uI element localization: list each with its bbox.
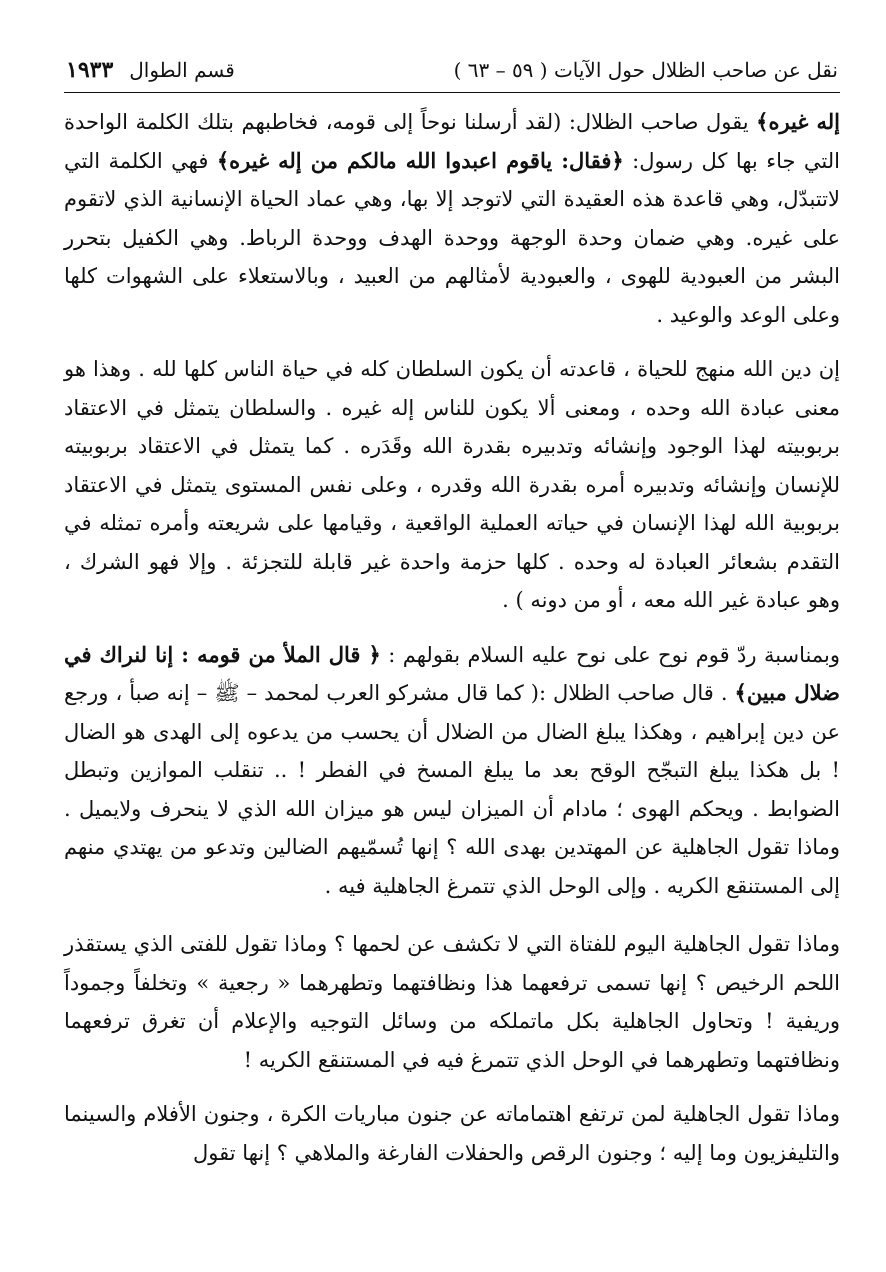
running-header [64, 52, 840, 92]
paragraph-gap [64, 334, 840, 350]
quran-verse: ﴿فقال: ياقوم اعبدوا الله مالكم من إله غيره﴾ [216, 147, 624, 173]
paragraph-gap [64, 620, 840, 636]
page-number: ١٩٣٣ [66, 57, 114, 83]
header-title: نقل عن صاحب الظلال حول الآيات ( ٥٩ – ٦٣ ) [453, 58, 838, 82]
quran-fragment: إله غيره﴾ [756, 109, 841, 134]
paragraph-gap [64, 905, 840, 925]
paragraph-3-text-a: وبمناسبة ردّ قوم نوح على نوح عليه السلام بقولهم : [380, 642, 841, 667]
paragraph-3 [64, 636, 840, 906]
header-section: قسم الطوال [129, 58, 235, 82]
header-meta [66, 52, 235, 88]
paragraph-1-text-a: يقول صاحب الظلال: (لقد أرسلنا نوحاً إلى قومه، فخاطبهم بتلك الكلمة الواحدة التي جاء بها كل رسول: [64, 110, 840, 173]
header-rule [64, 92, 840, 93]
paragraph-4: وماذا تقول الجاهلية اليوم للفتاة التي لا تكشف عن لحمها ؟ وماذا تقول للفتى الذي يستقذر اللحم الرخيص ؟ إنها تسمى ترفعهما هذا ونظافتهما وتطهرهما « رجعية » وتخلفاً وجموداً وريفية ! وتحاول الجاهلية بكل ماتملكه من وسائل التوجيه والإعلام أن تغرق ترفعهما ونظافتهما وتطهرهما في الوحل الذي تتمرغ فيه في المستنقع الكريه ! [64, 932, 840, 1072]
paragraph-3-text-b: . قال صاحب الظلال :( كما قال مشركو العرب لمحمد – ﷺ – إنه صبأ ، ورجع عن دين إبراهيم ، وهكذا يبلغ الضال من الضلال أن يحسب من يدعوه إلى الهدى هو الضال ! بل هكذا يبلغ التبجّح الوقح بعد ما يبلغ المسخ في الفطر ! .. تنقلب الموازين وتبطل الضوابط . ويحكم الهوى ؛ مادام أن الميزان ليس هو ميزان الله الذي لا ينحرف ولايميل . وماذا تقول الجاهلية عن المهتدين بهدى الله ؟ إنها تُسمّيهم الضالين وتدعو من يهتدي منهم إلى المستنقع الكريه . وإلى الوحل الذي تتمرغ الجاهلية فيه . [64, 681, 840, 898]
paragraph-2: إن دين الله منهج للحياة ، قاعدته أن يكون السلطان كله في حياة الناس كلها لله . وهذا هو معنى عبادة الله وحده ، ومعنى ألا يكون للناس إله غيره . والسلطان يتمثل في الاعتقاد بربوبيته لهذا الوجود وإنشائه وتدبيره بقدرة الله وقَدَره . كما يتمثل في الاعتقاد بربوبيته للإنسان وإنشائه وتدبيره أمره بقدرة الله وقدره ، وعلى نفس المستوى يتمثل في الاعتقاد بربوبية الله لهذا الإنسان في حياته العملية الواقعية ، وقيامها على شريعته وأمره تمثله في التقدم بشعائر العبادة له وحده . كلها حزمة واحدة غير قابلة للتجزئة . وإلا فهو الشرك ، وهو عبادة غير الله معه ، أو من دونه ) . [64, 357, 840, 612]
quran-verse: ﴿ قال الملأ من قومه : إنا لنراك في ضلال مبين﴾ [64, 641, 840, 705]
paragraph-gap [64, 1079, 840, 1095]
paragraph-5: وماذا تقول الجاهلية لمن ترتفع اهتماماته عن جنون مباريات الكرة ، وجنون الأفلام والسينما والتليفزيون وما إليه ؛ وجنون الرقص والحفلات الفارغة والملاهي ؟ إنها تقول [64, 1102, 840, 1165]
document-page [64, 52, 840, 1252]
paragraph-1-text-b: فهي الكلمة التي لاتتبدّل، وهي قاعدة هذه العقيدة التي لاتوجد إلا بها، وهي عماد الحياة الإنسانية الذي لاتقوم على غيره. وهي ضمان وحدة الوجهة ووحدة الهدف ووحدة الرباط. وهي الكفيل بتحرر البشر من العبودية للهوى ، والعبودية لأمثالهم من العبيد ، وبالاستعلاء على الشهوات كلها وعلى الوعد والوعيد . [64, 148, 840, 327]
paragraph-1 [64, 103, 840, 334]
